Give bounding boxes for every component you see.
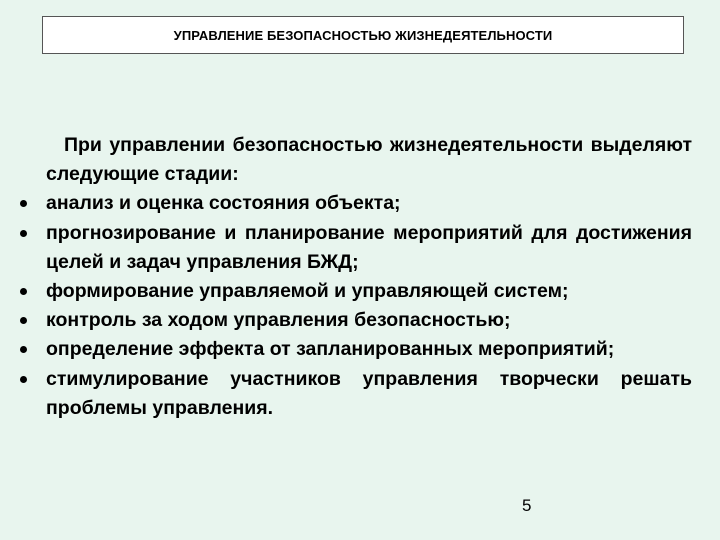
list-item-text: прогнозирование и планирование мероприятий для достижения целей и задач управления БЖД; [46, 221, 692, 273]
list-item [20, 365, 692, 423]
list-item [20, 277, 692, 306]
list-item-text: стимулирование участников управления творчески решать проблемы управления. [46, 367, 692, 419]
list-item [20, 219, 692, 277]
list-item-text: контроль за ходом управления безопасностью; [46, 309, 511, 332]
bullet-icon [20, 376, 27, 383]
list-item [20, 335, 692, 364]
intro-paragraph: При управлении безопасностью жизнедеятельности выделяют следующие стадии: [46, 134, 692, 186]
list-item-text: анализ и оценка состояния объекта; [46, 192, 401, 215]
title-box [42, 16, 684, 54]
bullet-icon [20, 200, 27, 207]
stages-list [20, 189, 692, 423]
bullet-icon [20, 346, 27, 353]
bullet-icon [20, 230, 27, 237]
page-title: УПРАВЛЕНИЕ БЕЗОПАСНОСТЬЮ ЖИЗНЕДЕЯТЕЛЬНОСТИ [173, 27, 553, 43]
bullet-icon [20, 317, 27, 324]
list-item [20, 306, 692, 335]
bullet-icon [20, 288, 27, 295]
list-item-text: определение эффекта от запланированных мероприятий; [46, 338, 615, 361]
list-item [20, 189, 692, 218]
slide-content [20, 131, 692, 423]
page-number: 5 [522, 496, 532, 515]
list-item-text: формирование управляемой и управляющей систем; [46, 280, 569, 303]
